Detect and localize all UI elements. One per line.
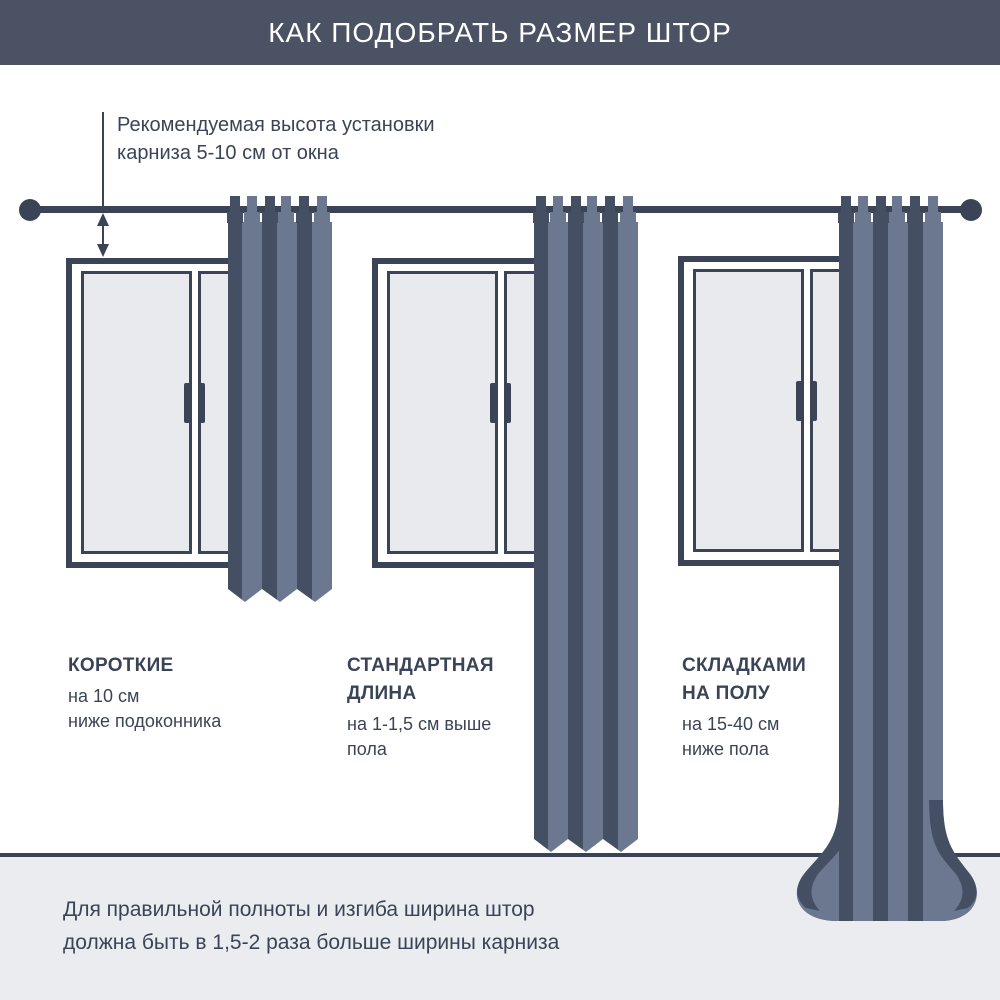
rod-height-note	[117, 111, 435, 167]
double-arrow-icon	[97, 213, 109, 257]
label-standard-heading1: СТАНДАРТНАЯ	[347, 655, 494, 676]
rod-height-note-line2: карниза 5-10 см от окна	[117, 142, 339, 164]
label-short-desc1: на 10 см	[68, 686, 140, 706]
label-folds-heading2: НА ПОЛУ	[682, 683, 770, 704]
label-standard-desc1: на 1-1,5 см выше	[347, 714, 492, 734]
label-folds	[682, 652, 806, 762]
width-recommendation-line1: Для правильной полноты и изгиба ширина штор	[63, 898, 535, 921]
label-standard	[347, 652, 494, 762]
curtain-standard	[534, 222, 638, 852]
page-title: КАК ПОДОБРАТЬ РАЗМЕР ШТОР	[268, 16, 732, 48]
label-standard-desc2: пола	[347, 739, 387, 759]
curtain-rod	[19, 199, 982, 221]
label-folds-heading1: СКЛАДКАМИ	[682, 655, 807, 676]
label-folds-desc1: на 15-40 см	[682, 714, 780, 734]
label-short-desc2: ниже подоконника	[68, 711, 222, 731]
curtain-short	[228, 222, 332, 602]
label-folds-desc2: ниже пола	[682, 739, 769, 759]
width-recommendation-line2: должна быть в 1,5-2 раза больше ширины карниза	[63, 931, 560, 954]
width-recommendation	[63, 893, 559, 959]
rod-height-note-line1: Рекомендуемая высота установки	[117, 114, 435, 136]
label-short-heading: КОРОТКИЕ	[68, 655, 174, 676]
label-standard-heading2: ДЛИНА	[347, 683, 417, 704]
rod-finial-right	[960, 199, 982, 221]
height-annotation-line	[102, 112, 104, 207]
rod-finial-left	[19, 199, 41, 221]
label-short	[68, 652, 221, 734]
